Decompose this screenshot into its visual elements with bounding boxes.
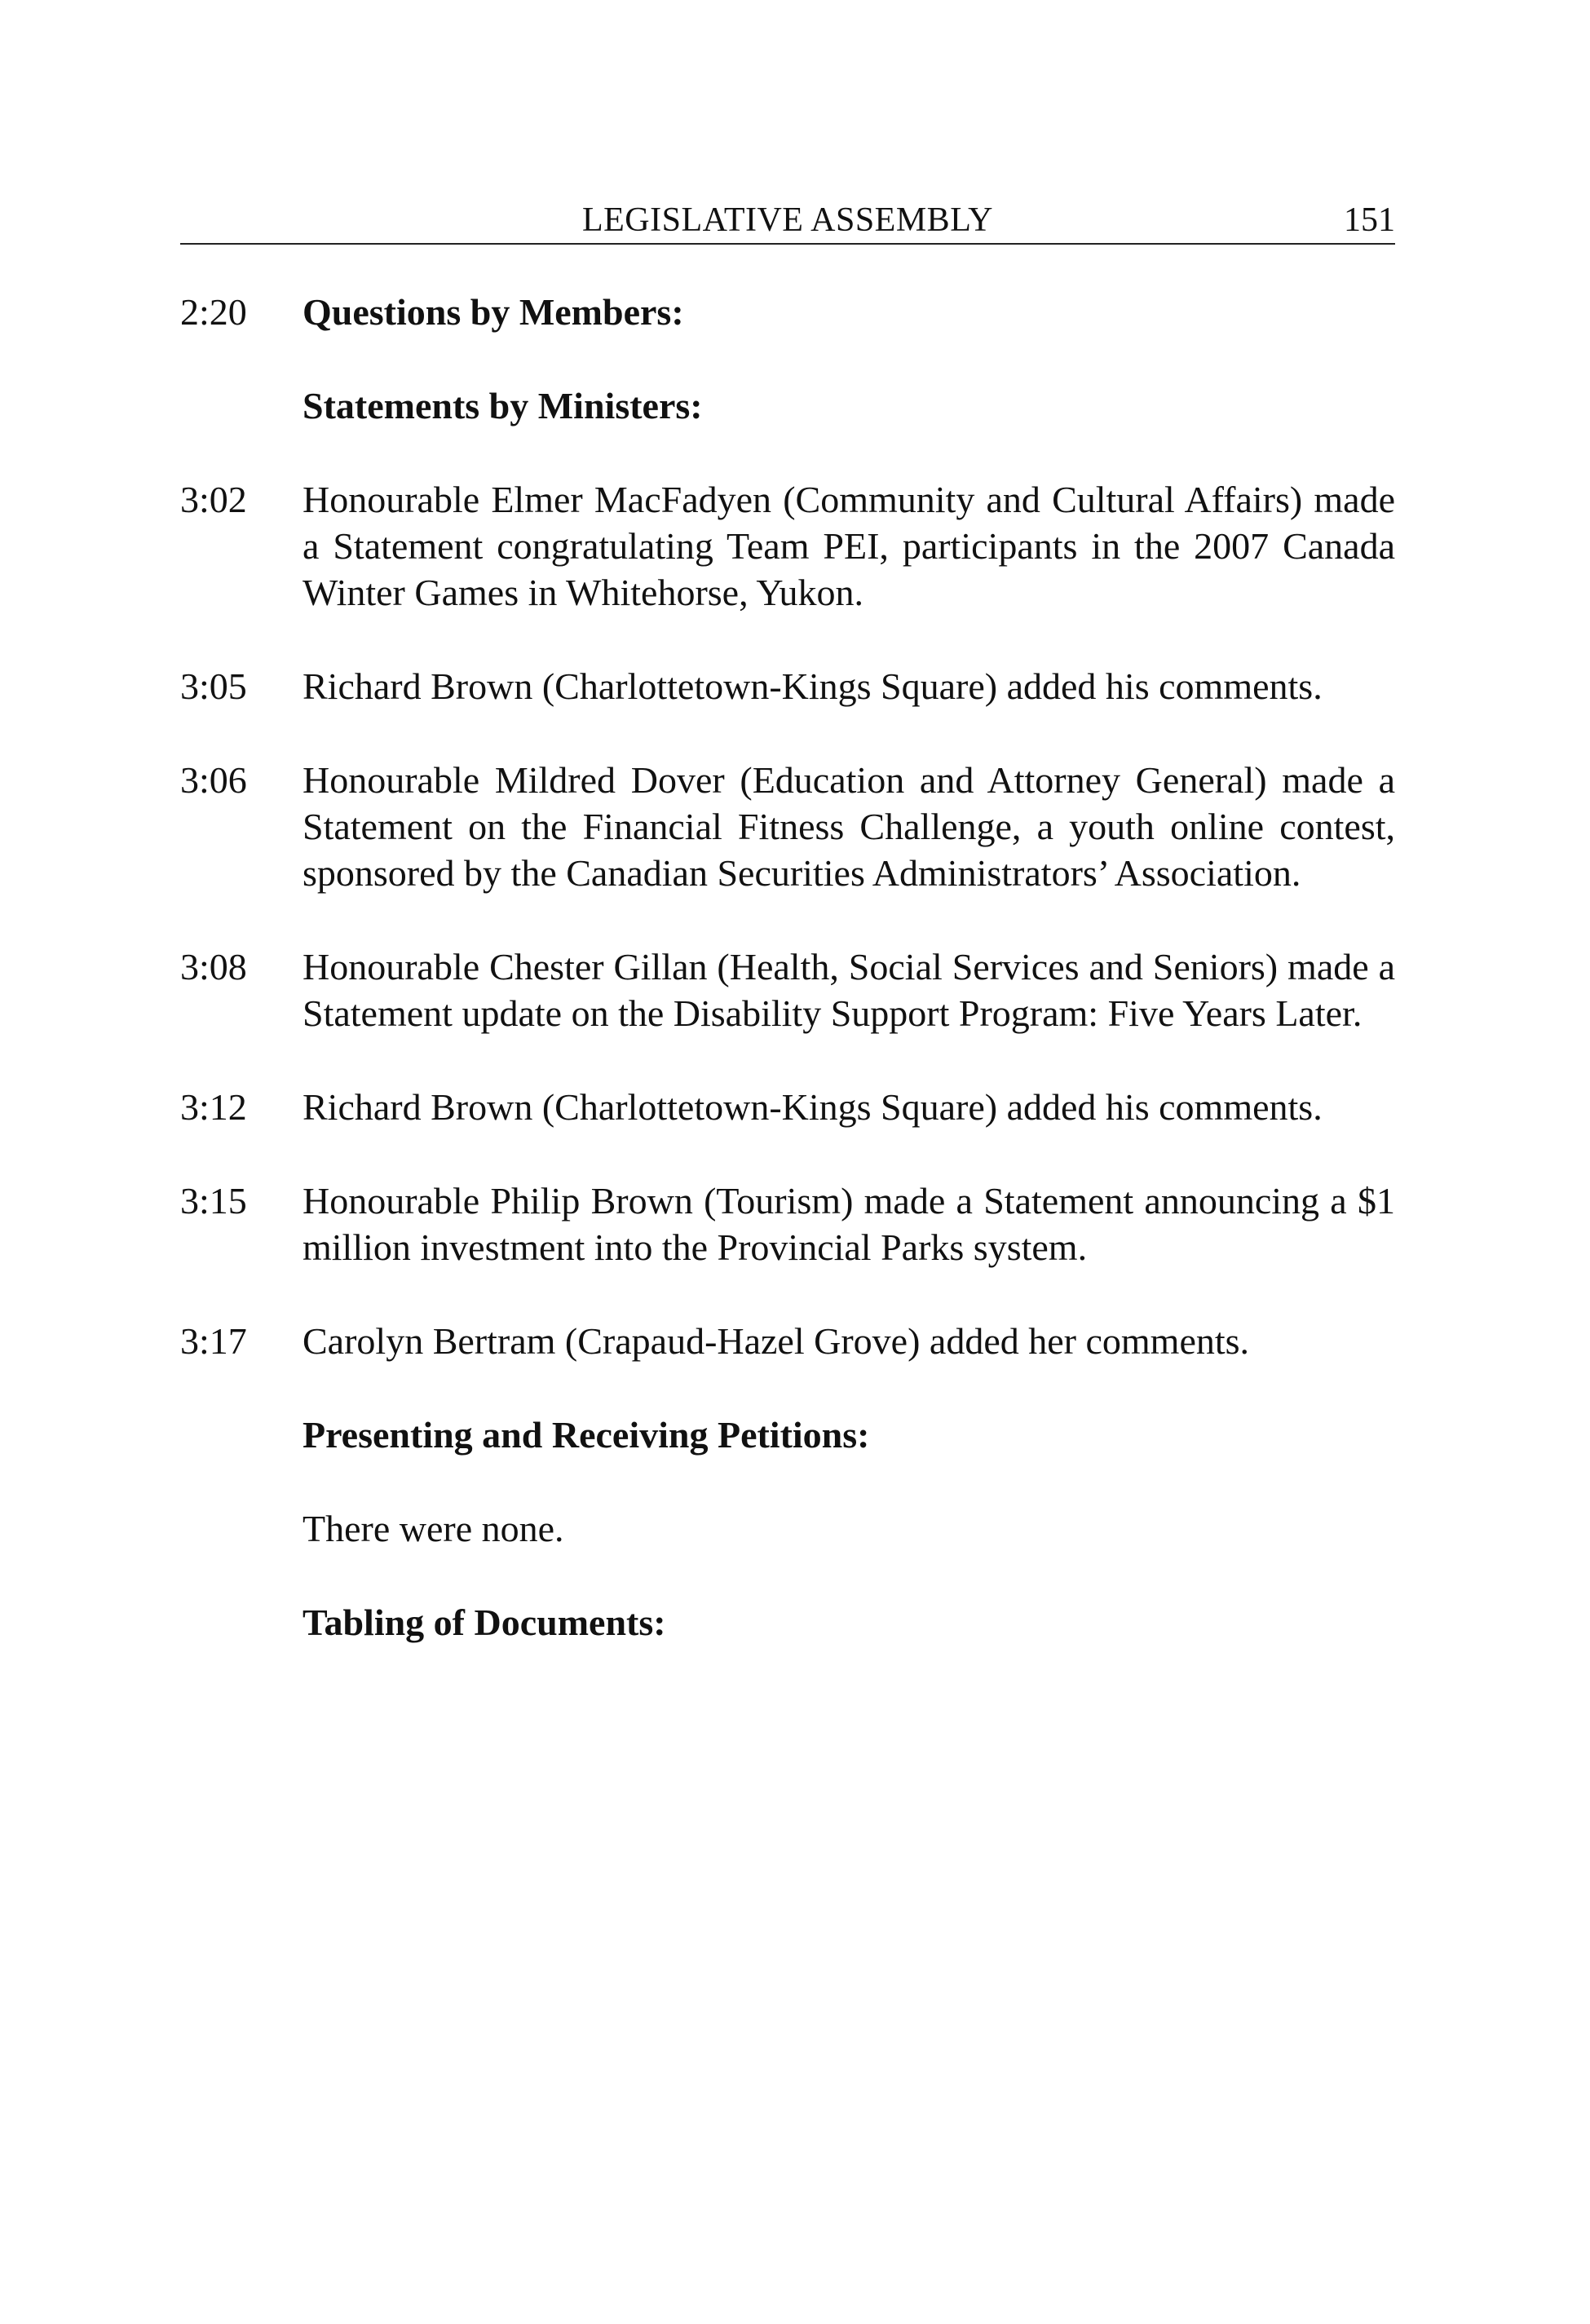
entry-text: Honourable Elmer MacFadyen (Community and Cultural Affairs) made a Statement congratulating Team PEI, participants in the 2007 Canada Winter Games in Whitehorse, Yukon. xyxy=(303,479,1395,613)
entry-text: Carolyn Bertram (Crapaud-Hazel Grove) added her comments. xyxy=(303,1320,1250,1362)
entry-statement-philip-brown xyxy=(180,1177,1395,1270)
entry-tabling-heading xyxy=(180,1599,1395,1646)
section-heading: Presenting and Receiving Petitions: xyxy=(303,1414,870,1456)
entry-statement-dover xyxy=(180,757,1395,896)
entry-time: 3:02 xyxy=(180,479,247,520)
entry-time: 3:05 xyxy=(180,665,247,707)
section-heading: Tabling of Documents: xyxy=(303,1602,666,1643)
entry-comments-richard-brown-1 xyxy=(180,663,1395,709)
entry-comments-bertram xyxy=(180,1318,1395,1364)
entry-time: 3:06 xyxy=(180,759,247,801)
proceedings-body xyxy=(180,289,1395,1646)
entry-text: Honourable Philip Brown (Tourism) made a Statement announcing a $1 million investment into the Provincial Parks system. xyxy=(303,1180,1395,1268)
entry-text: There were none. xyxy=(303,1508,564,1549)
entry-time: 3:08 xyxy=(180,946,247,987)
page-number: 151 xyxy=(1344,201,1395,239)
entry-time: 2:20 xyxy=(180,291,247,333)
entry-text: Richard Brown (Charlottetown-Kings Square) added his comments. xyxy=(303,1086,1323,1128)
entry-statement-gillan xyxy=(180,943,1395,1036)
running-title: LEGISLATIVE ASSEMBLY xyxy=(582,201,993,239)
section-heading: Questions by Members: xyxy=(303,291,684,333)
entry-time: 3:12 xyxy=(180,1086,247,1128)
journal-page xyxy=(180,196,1395,1693)
entry-petitions-none xyxy=(180,1505,1395,1552)
section-heading: Statements by Ministers: xyxy=(303,385,703,426)
page-header xyxy=(180,196,1395,245)
entry-text: Honourable Mildred Dover (Education and Attorney General) made a Statement on the Financial Fitness Challenge, a youth online contest, sponsored by the Canadian Securities Administrators’ Association. xyxy=(303,759,1395,894)
entry-text: Richard Brown (Charlottetown-Kings Square) added his comments. xyxy=(303,665,1323,707)
entry-time: 3:17 xyxy=(180,1320,247,1362)
entry-text: Honourable Chester Gillan (Health, Social Services and Seniors) made a Statement update on the Disability Support Program: Five Years Later. xyxy=(303,946,1395,1034)
entry-petitions-heading xyxy=(180,1412,1395,1458)
entry-statement-macfadyen xyxy=(180,476,1395,616)
entry-questions-by-members xyxy=(180,289,1395,335)
entry-comments-richard-brown-2 xyxy=(180,1084,1395,1130)
entry-statements-by-ministers xyxy=(180,382,1395,429)
entry-time: 3:15 xyxy=(180,1180,247,1222)
